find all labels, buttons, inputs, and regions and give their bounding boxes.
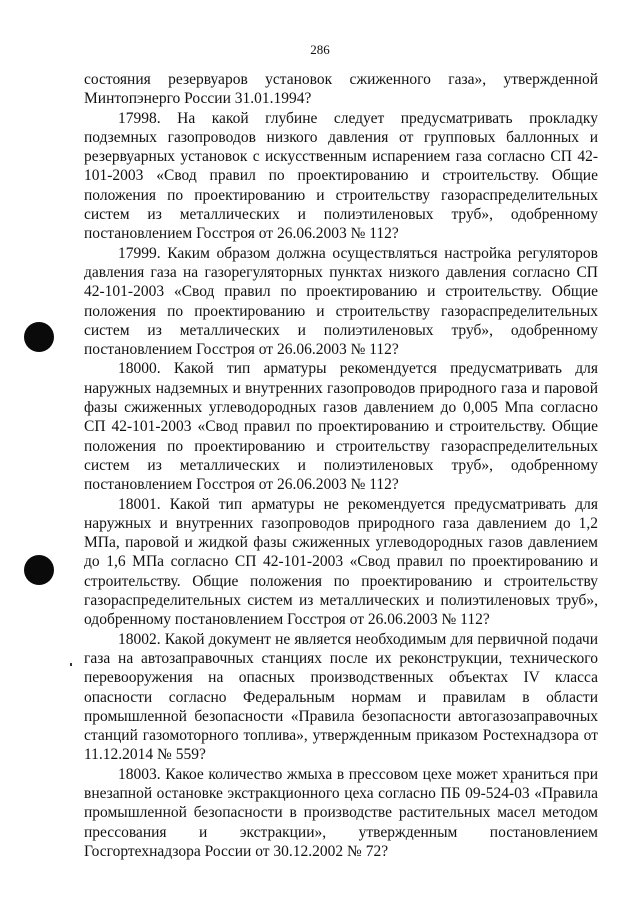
document-body — [84, 70, 598, 861]
question-18001: 18001. Какой тип арматуры не рекомендуется предусматривать для наружных и внутренних газопроводов природного газа давлением до 1,2 МПа, паровой и жидкой фазы сжиженных углеводородных газов давлением до 1,6 МПа согласно СП 42-101-2003 «Свод правил по проектированию и строительству. Общие положения по проектированию и строительству газораспределительных систем из металлических и полиэтиленовых труб», одобренному постановлением Госстроя от 26.06.2003 № 112? — [84, 495, 598, 629]
punch-hole-lower — [24, 555, 54, 585]
punch-hole-upper — [24, 322, 54, 352]
paragraph-continuation: состояния резервуаров установок сжиженного газа», утвержденной Минтопэнерго России 31.01.1994? — [84, 71, 598, 108]
question-18002: 18002. Какой документ не является необходимым для первичной подачи газа на автозаправочных станциях после их реконструкции, технического перевооружения на опасных производственных объектах IV класса опасности согласно Федеральным нормам и правилам в области промышленной безопасности «Правила безопасности автогазозаправочных станций газомоторного топлива», утвержденным приказом Ростехнадзора от 11.12.2014 № 559? — [84, 630, 598, 764]
question-17999: 17999. Каким образом должна осуществляться настройка регуляторов давления газа на газорегуляторных пунктах низкого давления согласно СП 42-101-2003 «Свод правил по проектированию и строительству. Общие положения по проектированию и строительству газораспределительных систем из металлических и полиэтиленовых труб», одобренному постановлением Госстроя от 26.06.2003 № 112? — [84, 244, 598, 359]
question-18000: 18000. Какой тип арматуры рекомендуется предусматривать для наружных надземных и внутренних газопроводов природного газа и паровой фазы сжиженных углеводородных газов давлением до 0,005 Мпа согласно СП 42-101-2003 «Свод правил по проектированию и строительству. Общие положения по проектированию и строительству газораспределительных систем из металлических и полиэтиленовых труб», одобренному постановлением Госстроя от 26.06.2003 № 112? — [84, 360, 598, 494]
page-number: 286 — [310, 42, 330, 57]
question-18003: 18003. Какое количество жмыха в прессовом цехе может храниться при внезапной остановке экстракционного цеха согласно ПБ 09-524-03 «Правила промышленной безопасности в производстве растительных масел методом прессования и экстракции», утвержденным постановлением Госгортехнадзора России от 30.12.2002 № 72? — [84, 765, 598, 860]
scan-speck — [70, 663, 72, 666]
question-17998: 17998. На какой глубине следует предусматривать прокладку подземных газопроводов низкого давления от групповых баллонных и резервуарных установок с искусственным испарением газа согласно СП 42-101-2003 «Свод правил по проектированию и строительству. Общие положения по проектированию и строительству газораспределительных систем из металлических и полиэтиленовых труб», одобренному постановлением Госстроя от 26.06.2003 № 112? — [84, 109, 598, 243]
